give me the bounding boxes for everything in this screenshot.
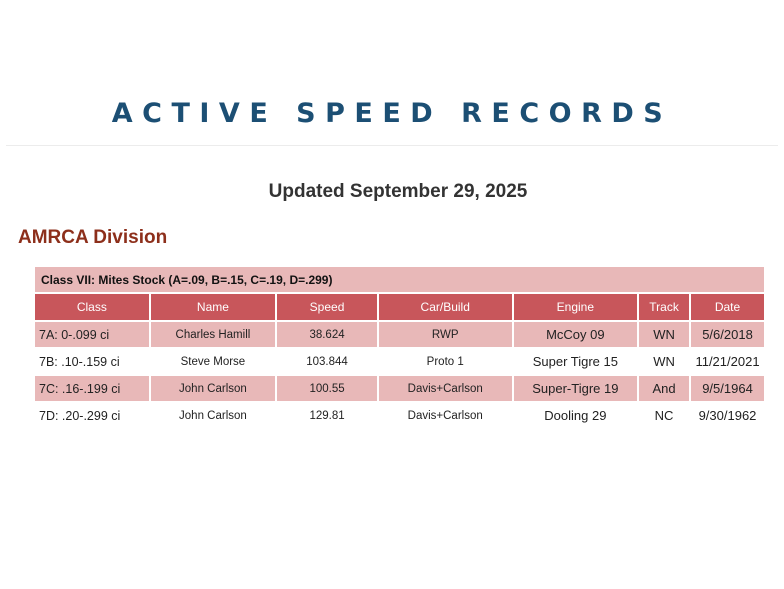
cell-engine: Dooling 29: [514, 401, 638, 428]
table-row: [35, 320, 764, 347]
column-header-car-build: Car/Build: [379, 292, 512, 320]
cell-engine: McCoy 09: [514, 320, 638, 347]
cell-class: 7C: .16-.199 ci: [35, 374, 149, 401]
class-heading-row: [35, 267, 764, 292]
cell-speed: 100.55: [277, 374, 377, 401]
cell-name: John Carlson: [151, 401, 276, 428]
title-divider: [6, 145, 778, 146]
column-header-class: Class: [35, 292, 149, 320]
page-title: ACTIVE SPEED RECORDS: [111, 98, 673, 129]
cell-track: WN: [639, 320, 689, 347]
cell-engine: Super Tigre 15: [514, 347, 638, 374]
cell-track: WN: [639, 347, 689, 374]
cell-speed: 38.624: [277, 320, 377, 347]
records-table: [33, 267, 766, 428]
cell-class: 7A: 0-.099 ci: [35, 320, 149, 347]
column-header-engine: Engine: [514, 292, 638, 320]
cell-speed: 103.844: [277, 347, 377, 374]
column-header-name: Name: [151, 292, 276, 320]
cell-track: And: [639, 374, 689, 401]
cell-car-build: Davis+Carlson: [379, 374, 512, 401]
table-row: [35, 347, 764, 374]
cell-car-build: Davis+Carlson: [379, 401, 512, 428]
table-row: [35, 374, 764, 401]
column-header-track: Track: [639, 292, 689, 320]
division-heading: AMRCA Division: [18, 227, 168, 248]
column-header-row: [35, 292, 764, 320]
table-row: [35, 401, 764, 428]
cell-date: 11/21/2021: [691, 347, 764, 374]
cell-name: John Carlson: [151, 374, 276, 401]
cell-date: 9/30/1962: [691, 401, 764, 428]
column-header-date: Date: [691, 292, 764, 320]
cell-class: 7B: .10-.159 ci: [35, 347, 149, 374]
cell-class: 7D: .20-.299 ci: [35, 401, 149, 428]
cell-engine: Super-Tigre 19: [514, 374, 638, 401]
updated-date-heading: Updated September 29, 2025: [268, 181, 528, 202]
column-header-speed: Speed: [277, 292, 377, 320]
cell-track: NC: [639, 401, 689, 428]
cell-date: 5/6/2018: [691, 320, 764, 347]
cell-speed: 129.81: [277, 401, 377, 428]
cell-car-build: Proto 1: [379, 347, 512, 374]
cell-name: Steve Morse: [151, 347, 276, 374]
cell-car-build: RWP: [379, 320, 512, 347]
cell-name: Charles Hamill: [151, 320, 276, 347]
class-heading: Class VII: Mites Stock (A=.09, B=.15, C=.19, D=.299): [35, 267, 764, 292]
cell-date: 9/5/1964: [691, 374, 764, 401]
